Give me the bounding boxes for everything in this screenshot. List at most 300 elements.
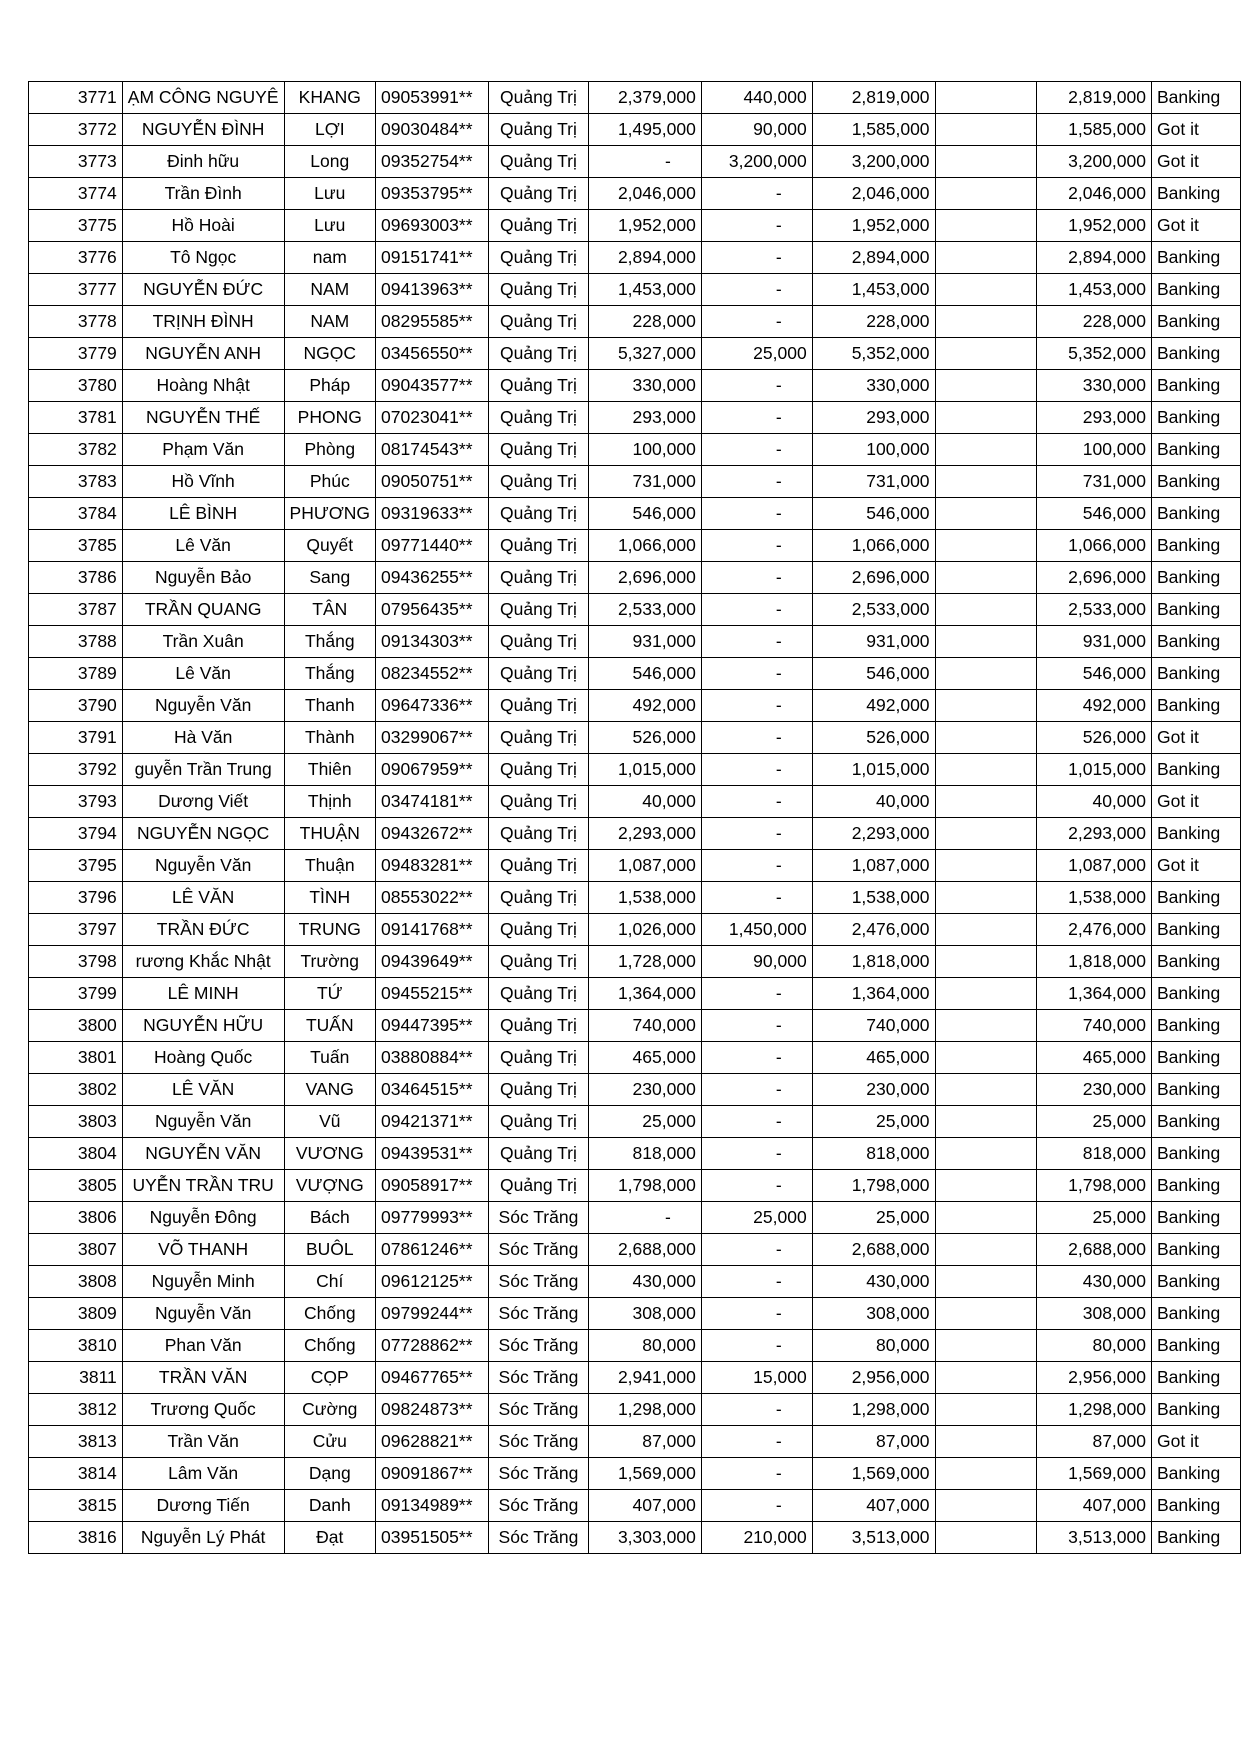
- row-number: 3799: [29, 978, 123, 1010]
- method-cell: Got it: [1152, 1426, 1241, 1458]
- table-row: [29, 786, 1241, 818]
- method-cell: Banking: [1152, 1042, 1241, 1074]
- row-number: 3808: [29, 1266, 123, 1298]
- province-cell: Quảng Trị: [488, 562, 588, 594]
- row-number: 3795: [29, 850, 123, 882]
- blank-cell: [935, 658, 1037, 690]
- province-cell: Quảng Trị: [488, 914, 588, 946]
- row-number: 3789: [29, 658, 123, 690]
- given-name-cell: Đạt: [284, 1522, 376, 1554]
- given-name-cell: Bách: [284, 1202, 376, 1234]
- total-cell: 5,352,000: [812, 338, 935, 370]
- amount-1-cell: 1,298,000: [588, 1394, 701, 1426]
- amount-1-cell: 2,696,000: [588, 562, 701, 594]
- row-number: 3780: [29, 370, 123, 402]
- amount-1-cell: 2,894,000: [588, 242, 701, 274]
- phone-cell: 09647336**: [376, 690, 489, 722]
- blank-cell: [935, 1298, 1037, 1330]
- amount-2-cell: 15,000: [701, 1362, 812, 1394]
- given-name-cell: Chống: [284, 1298, 376, 1330]
- paid-cell: 80,000: [1037, 1330, 1152, 1362]
- blank-cell: [935, 754, 1037, 786]
- phone-cell: 09447395**: [376, 1010, 489, 1042]
- amount-2-cell: 1,450,000: [701, 914, 812, 946]
- row-number: 3797: [29, 914, 123, 946]
- blank-cell: [935, 530, 1037, 562]
- phone-cell: 09824873**: [376, 1394, 489, 1426]
- amount-2-cell: 3,200,000: [701, 146, 812, 178]
- phone-cell: 09436255**: [376, 562, 489, 594]
- phone-cell: 09134989**: [376, 1490, 489, 1522]
- total-cell: 25,000: [812, 1106, 935, 1138]
- row-number: 3812: [29, 1394, 123, 1426]
- blank-cell: [935, 1426, 1037, 1458]
- table-row: [29, 1266, 1241, 1298]
- amount-2-cell: -: [701, 1074, 812, 1106]
- blank-cell: [935, 242, 1037, 274]
- surname-cell: NGUYỄN ĐỨC: [122, 274, 284, 306]
- given-name-cell: Dạng: [284, 1458, 376, 1490]
- method-cell: Banking: [1152, 1106, 1241, 1138]
- province-cell: Quảng Trị: [488, 82, 588, 114]
- total-cell: 80,000: [812, 1330, 935, 1362]
- province-cell: Quảng Trị: [488, 402, 588, 434]
- given-name-cell: Cường: [284, 1394, 376, 1426]
- amount-1-cell: 5,327,000: [588, 338, 701, 370]
- row-number: 3804: [29, 1138, 123, 1170]
- surname-cell: Đinh hữu: [122, 146, 284, 178]
- total-cell: 1,015,000: [812, 754, 935, 786]
- blank-cell: [935, 1458, 1037, 1490]
- province-cell: Quảng Trị: [488, 882, 588, 914]
- phone-cell: 08174543**: [376, 434, 489, 466]
- total-cell: 1,453,000: [812, 274, 935, 306]
- paid-cell: 100,000: [1037, 434, 1152, 466]
- method-cell: Banking: [1152, 1490, 1241, 1522]
- given-name-cell: Thắng: [284, 658, 376, 690]
- table-row: [29, 146, 1241, 178]
- method-cell: Banking: [1152, 1266, 1241, 1298]
- method-cell: Banking: [1152, 1522, 1241, 1554]
- method-cell: Banking: [1152, 306, 1241, 338]
- table-row: [29, 818, 1241, 850]
- province-cell: Sóc Trăng: [488, 1426, 588, 1458]
- paid-cell: 1,818,000: [1037, 946, 1152, 978]
- phone-cell: 09439649**: [376, 946, 489, 978]
- table-row: [29, 1330, 1241, 1362]
- table-row: [29, 690, 1241, 722]
- paid-cell: 228,000: [1037, 306, 1152, 338]
- given-name-cell: Cửu: [284, 1426, 376, 1458]
- province-cell: Sóc Trăng: [488, 1298, 588, 1330]
- paid-cell: 40,000: [1037, 786, 1152, 818]
- total-cell: 465,000: [812, 1042, 935, 1074]
- total-cell: 3,200,000: [812, 146, 935, 178]
- phone-cell: 09030484**: [376, 114, 489, 146]
- paid-cell: 3,200,000: [1037, 146, 1152, 178]
- row-number: 3785: [29, 530, 123, 562]
- given-name-cell: LỢI: [284, 114, 376, 146]
- amount-1-cell: 40,000: [588, 786, 701, 818]
- surname-cell: Trương Quốc: [122, 1394, 284, 1426]
- table-row: [29, 466, 1241, 498]
- table-row: [29, 1106, 1241, 1138]
- method-cell: Banking: [1152, 658, 1241, 690]
- paid-cell: 2,894,000: [1037, 242, 1152, 274]
- total-cell: 2,894,000: [812, 242, 935, 274]
- phone-cell: 03299067**: [376, 722, 489, 754]
- paid-cell: 293,000: [1037, 402, 1152, 434]
- method-cell: Banking: [1152, 370, 1241, 402]
- amount-2-cell: 25,000: [701, 338, 812, 370]
- table-row: [29, 1458, 1241, 1490]
- amount-1-cell: 1,015,000: [588, 754, 701, 786]
- amount-2-cell: -: [701, 178, 812, 210]
- amount-1-cell: 293,000: [588, 402, 701, 434]
- blank-cell: [935, 594, 1037, 626]
- phone-cell: 09421371**: [376, 1106, 489, 1138]
- phone-cell: 07861246**: [376, 1234, 489, 1266]
- total-cell: 931,000: [812, 626, 935, 658]
- row-number: 3784: [29, 498, 123, 530]
- province-cell: Quảng Trị: [488, 146, 588, 178]
- phone-cell: 09091867**: [376, 1458, 489, 1490]
- total-cell: 1,538,000: [812, 882, 935, 914]
- method-cell: Banking: [1152, 946, 1241, 978]
- total-cell: 407,000: [812, 1490, 935, 1522]
- phone-cell: 03951505**: [376, 1522, 489, 1554]
- amount-2-cell: -: [701, 1298, 812, 1330]
- amount-2-cell: -: [701, 1234, 812, 1266]
- given-name-cell: NAM: [284, 306, 376, 338]
- total-cell: 526,000: [812, 722, 935, 754]
- blank-cell: [935, 690, 1037, 722]
- row-number: 3803: [29, 1106, 123, 1138]
- blank-cell: [935, 210, 1037, 242]
- phone-cell: 09043577**: [376, 370, 489, 402]
- method-cell: Got it: [1152, 850, 1241, 882]
- amount-2-cell: -: [701, 434, 812, 466]
- amount-2-cell: -: [701, 498, 812, 530]
- total-cell: 228,000: [812, 306, 935, 338]
- province-cell: Quảng Trị: [488, 1170, 588, 1202]
- phone-cell: 09628821**: [376, 1426, 489, 1458]
- phone-cell: 09067959**: [376, 754, 489, 786]
- blank-cell: [935, 306, 1037, 338]
- total-cell: 1,952,000: [812, 210, 935, 242]
- blank-cell: [935, 114, 1037, 146]
- method-cell: Banking: [1152, 1330, 1241, 1362]
- row-number: 3814: [29, 1458, 123, 1490]
- phone-cell: 09799244**: [376, 1298, 489, 1330]
- blank-cell: [935, 818, 1037, 850]
- method-cell: Got it: [1152, 210, 1241, 242]
- table-row: [29, 1362, 1241, 1394]
- amount-1-cell: 492,000: [588, 690, 701, 722]
- blank-cell: [935, 1138, 1037, 1170]
- province-cell: Quảng Trị: [488, 690, 588, 722]
- amount-1-cell: 407,000: [588, 1490, 701, 1522]
- table-body: [29, 82, 1241, 1554]
- total-cell: 2,696,000: [812, 562, 935, 594]
- amount-1-cell: 2,533,000: [588, 594, 701, 626]
- paid-cell: 3,513,000: [1037, 1522, 1152, 1554]
- method-cell: Banking: [1152, 242, 1241, 274]
- phone-cell: 03456550**: [376, 338, 489, 370]
- amount-2-cell: -: [701, 306, 812, 338]
- table-row: [29, 850, 1241, 882]
- paid-cell: 1,798,000: [1037, 1170, 1152, 1202]
- row-number: 3790: [29, 690, 123, 722]
- method-cell: Got it: [1152, 722, 1241, 754]
- paid-cell: 25,000: [1037, 1202, 1152, 1234]
- province-cell: Quảng Trị: [488, 466, 588, 498]
- table-row: [29, 626, 1241, 658]
- given-name-cell: KHANG: [284, 82, 376, 114]
- given-name-cell: NAM: [284, 274, 376, 306]
- table-row: [29, 114, 1241, 146]
- surname-cell: Nguyễn Văn: [122, 1298, 284, 1330]
- amount-1-cell: -: [588, 146, 701, 178]
- total-cell: 1,818,000: [812, 946, 935, 978]
- row-number: 3793: [29, 786, 123, 818]
- method-cell: Banking: [1152, 1138, 1241, 1170]
- paid-cell: 1,298,000: [1037, 1394, 1152, 1426]
- row-number: 3802: [29, 1074, 123, 1106]
- given-name-cell: Thanh: [284, 690, 376, 722]
- surname-cell: TRỊNH ĐÌNH: [122, 306, 284, 338]
- table-row: [29, 1010, 1241, 1042]
- phone-cell: 07956435**: [376, 594, 489, 626]
- total-cell: 1,087,000: [812, 850, 935, 882]
- phone-cell: 09151741**: [376, 242, 489, 274]
- total-cell: 100,000: [812, 434, 935, 466]
- surname-cell: NGUYỄN NGỌC: [122, 818, 284, 850]
- blank-cell: [935, 722, 1037, 754]
- paid-cell: 1,453,000: [1037, 274, 1152, 306]
- row-number: 3798: [29, 946, 123, 978]
- amount-1-cell: 1,569,000: [588, 1458, 701, 1490]
- given-name-cell: Phúc: [284, 466, 376, 498]
- total-cell: 1,798,000: [812, 1170, 935, 1202]
- surname-cell: Trần Văn: [122, 1426, 284, 1458]
- phone-cell: 09771440**: [376, 530, 489, 562]
- row-number: 3771: [29, 82, 123, 114]
- amount-1-cell: 1,538,000: [588, 882, 701, 914]
- province-cell: Quảng Trị: [488, 1138, 588, 1170]
- amount-2-cell: -: [701, 850, 812, 882]
- given-name-cell: Chí: [284, 1266, 376, 1298]
- amount-2-cell: 90,000: [701, 946, 812, 978]
- row-number: 3787: [29, 594, 123, 626]
- surname-cell: NGUYỄN HỮU: [122, 1010, 284, 1042]
- row-number: 3779: [29, 338, 123, 370]
- table-row: [29, 1202, 1241, 1234]
- given-name-cell: VANG: [284, 1074, 376, 1106]
- phone-cell: 09455215**: [376, 978, 489, 1010]
- amount-1-cell: 2,293,000: [588, 818, 701, 850]
- amount-2-cell: -: [701, 210, 812, 242]
- amount-1-cell: 1,026,000: [588, 914, 701, 946]
- total-cell: 2,956,000: [812, 1362, 935, 1394]
- province-cell: Quảng Trị: [488, 274, 588, 306]
- phone-cell: 09432672**: [376, 818, 489, 850]
- amount-1-cell: 3,303,000: [588, 1522, 701, 1554]
- amount-2-cell: -: [701, 530, 812, 562]
- paid-cell: 1,585,000: [1037, 114, 1152, 146]
- row-number: 3815: [29, 1490, 123, 1522]
- row-number: 3791: [29, 722, 123, 754]
- phone-cell: 09141768**: [376, 914, 489, 946]
- total-cell: 40,000: [812, 786, 935, 818]
- table-row: [29, 1394, 1241, 1426]
- total-cell: 1,585,000: [812, 114, 935, 146]
- surname-cell: rương Khắc Nhật: [122, 946, 284, 978]
- amount-2-cell: 440,000: [701, 82, 812, 114]
- surname-cell: LÊ MINH: [122, 978, 284, 1010]
- payment-table: [28, 81, 1241, 1554]
- surname-cell: ẠM CÔNG NGUYÊ: [122, 82, 284, 114]
- row-number: 3788: [29, 626, 123, 658]
- table-row: [29, 1426, 1241, 1458]
- phone-cell: 07728862**: [376, 1330, 489, 1362]
- amount-1-cell: 100,000: [588, 434, 701, 466]
- blank-cell: [935, 1106, 1037, 1138]
- province-cell: Quảng Trị: [488, 850, 588, 882]
- paid-cell: 87,000: [1037, 1426, 1152, 1458]
- phone-cell: 09053991**: [376, 82, 489, 114]
- table-row: [29, 370, 1241, 402]
- surname-cell: TRẦN VĂN: [122, 1362, 284, 1394]
- paid-cell: 2,533,000: [1037, 594, 1152, 626]
- total-cell: 87,000: [812, 1426, 935, 1458]
- province-cell: Quảng Trị: [488, 658, 588, 690]
- surname-cell: Nguyễn Minh: [122, 1266, 284, 1298]
- amount-1-cell: 546,000: [588, 498, 701, 530]
- amount-1-cell: 2,046,000: [588, 178, 701, 210]
- method-cell: Banking: [1152, 1010, 1241, 1042]
- total-cell: 25,000: [812, 1202, 935, 1234]
- table-row: [29, 1298, 1241, 1330]
- amount-1-cell: 1,364,000: [588, 978, 701, 1010]
- row-number: 3794: [29, 818, 123, 850]
- blank-cell: [935, 178, 1037, 210]
- amount-1-cell: 228,000: [588, 306, 701, 338]
- amount-1-cell: 308,000: [588, 1298, 701, 1330]
- amount-1-cell: 330,000: [588, 370, 701, 402]
- method-cell: Banking: [1152, 530, 1241, 562]
- amount-1-cell: 2,379,000: [588, 82, 701, 114]
- table-row: [29, 1170, 1241, 1202]
- method-cell: Banking: [1152, 1202, 1241, 1234]
- method-cell: Banking: [1152, 1362, 1241, 1394]
- surname-cell: Trần Đình: [122, 178, 284, 210]
- total-cell: 1,569,000: [812, 1458, 935, 1490]
- province-cell: Quảng Trị: [488, 754, 588, 786]
- paid-cell: 2,696,000: [1037, 562, 1152, 594]
- paid-cell: 465,000: [1037, 1042, 1152, 1074]
- surname-cell: Phan Văn: [122, 1330, 284, 1362]
- paid-cell: 5,352,000: [1037, 338, 1152, 370]
- total-cell: 2,533,000: [812, 594, 935, 626]
- given-name-cell: Thịnh: [284, 786, 376, 818]
- phone-cell: 09134303**: [376, 626, 489, 658]
- surname-cell: guyễn Trần Trung: [122, 754, 284, 786]
- blank-cell: [935, 1202, 1037, 1234]
- paid-cell: 308,000: [1037, 1298, 1152, 1330]
- surname-cell: NGUYỄN VĂN: [122, 1138, 284, 1170]
- table-row: [29, 882, 1241, 914]
- row-number: 3777: [29, 274, 123, 306]
- row-number: 3811: [29, 1362, 123, 1394]
- province-cell: Quảng Trị: [488, 210, 588, 242]
- table-row: [29, 658, 1241, 690]
- row-number: 3801: [29, 1042, 123, 1074]
- blank-cell: [935, 914, 1037, 946]
- paid-cell: 1,087,000: [1037, 850, 1152, 882]
- given-name-cell: Long: [284, 146, 376, 178]
- surname-cell: Phạm Văn: [122, 434, 284, 466]
- blank-cell: [935, 1074, 1037, 1106]
- surname-cell: TRẦN QUANG: [122, 594, 284, 626]
- phone-cell: 03474181**: [376, 786, 489, 818]
- amount-1-cell: 87,000: [588, 1426, 701, 1458]
- amount-1-cell: 1,495,000: [588, 114, 701, 146]
- amount-1-cell: 1,952,000: [588, 210, 701, 242]
- surname-cell: Nguyễn Đông: [122, 1202, 284, 1234]
- given-name-cell: Lưu: [284, 210, 376, 242]
- phone-cell: 09779993**: [376, 1202, 489, 1234]
- phone-cell: 09483281**: [376, 850, 489, 882]
- table-row: [29, 594, 1241, 626]
- method-cell: Banking: [1152, 1394, 1241, 1426]
- amount-2-cell: -: [701, 626, 812, 658]
- blank-cell: [935, 146, 1037, 178]
- total-cell: 330,000: [812, 370, 935, 402]
- amount-1-cell: 731,000: [588, 466, 701, 498]
- amount-2-cell: -: [701, 274, 812, 306]
- blank-cell: [935, 1234, 1037, 1266]
- total-cell: 430,000: [812, 1266, 935, 1298]
- row-number: 3782: [29, 434, 123, 466]
- given-name-cell: Quyết: [284, 530, 376, 562]
- surname-cell: Hồ Vĩnh: [122, 466, 284, 498]
- table-row: [29, 178, 1241, 210]
- paid-cell: 546,000: [1037, 498, 1152, 530]
- paid-cell: 492,000: [1037, 690, 1152, 722]
- total-cell: 492,000: [812, 690, 935, 722]
- paid-cell: 931,000: [1037, 626, 1152, 658]
- surname-cell: LÊ VĂN: [122, 1074, 284, 1106]
- blank-cell: [935, 978, 1037, 1010]
- given-name-cell: TUẤN: [284, 1010, 376, 1042]
- paid-cell: 2,688,000: [1037, 1234, 1152, 1266]
- amount-2-cell: -: [701, 1490, 812, 1522]
- phone-cell: 09050751**: [376, 466, 489, 498]
- amount-1-cell: -: [588, 1202, 701, 1234]
- amount-1-cell: 230,000: [588, 1074, 701, 1106]
- surname-cell: NGUYỄN ĐÌNH: [122, 114, 284, 146]
- method-cell: Got it: [1152, 146, 1241, 178]
- paid-cell: 1,015,000: [1037, 754, 1152, 786]
- given-name-cell: Vũ: [284, 1106, 376, 1138]
- amount-2-cell: -: [701, 466, 812, 498]
- method-cell: Banking: [1152, 914, 1241, 946]
- total-cell: 2,476,000: [812, 914, 935, 946]
- paid-cell: 25,000: [1037, 1106, 1152, 1138]
- blank-cell: [935, 562, 1037, 594]
- row-number: 3792: [29, 754, 123, 786]
